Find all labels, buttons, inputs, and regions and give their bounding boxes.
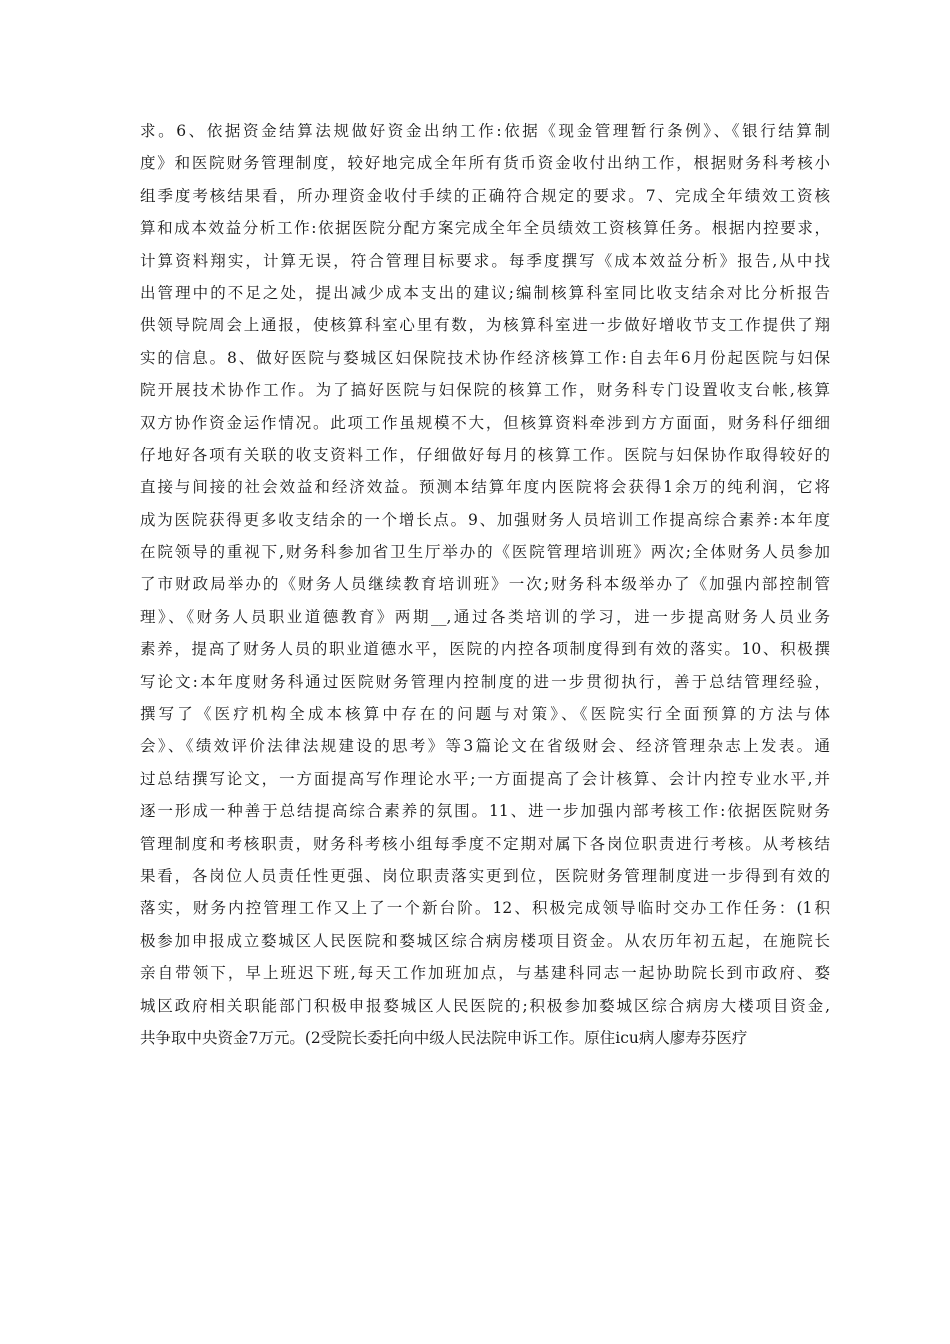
text-line: 计算资料翔实，计算无误，符合管理目标要求。每季度撰写《成本效益分析》报告,从中找	[140, 251, 830, 270]
text-line: 双方协作资金运作情况。此项工作虽规模不大，但核算资料牵涉到方方面面，财务科仔细细	[140, 413, 830, 432]
text-line: 过总结撰写论文，一方面提高写作理论水平;一方面提高了会计核算、会计内控专业水平,并	[140, 769, 830, 788]
document-body-text	[140, 115, 830, 1054]
text-line: 撰写了《医疗机构全成本核算中存在的问题与对策》、《医院实行全面预算的方法与体	[140, 705, 830, 724]
text-line: 供领导院周会上通报，使核算科室心里有数，为核算科室进一步做好增收节支工作提供了翔	[140, 316, 830, 335]
text-line: 共争取中央资金7万元。(2受院长委托向中级人民法院申诉工作。原住icu病人廖寿芬医疗	[140, 1028, 748, 1047]
text-line: 仔地好各项有关联的收支资料工作，仔细做好每月的核算工作。医院与妇保协作取得较好的	[140, 445, 830, 464]
text-line: 写论文:本年度财务科通过医院财务管理内控制度的进一步贯彻执行，善于总结管理经验，	[140, 672, 830, 691]
text-line: 逐一形成一种善于总结提高综合素养的氛围。11、进一步加强内部考核工作:依据医院财务	[140, 802, 830, 821]
text-line: 成为医院获得更多收支结余的一个增长点。9、加强财务人员培训工作提高综合素养:本年度	[140, 510, 830, 529]
text-line: 素养，提高了财务人员的职业道德水平，医院的内控各项制度得到有效的落实。10、积极撰	[140, 640, 830, 659]
text-line: 城区政府相关职能部门积极申报婺城区人民医院的;积极参加婺城区综合病房大楼项目资金,	[140, 996, 830, 1015]
text-line: 管理制度和考核职责，财务科考核小组每季度不定期对属下各岗位职责进行考核。从考核结	[140, 834, 830, 853]
text-line: 了市财政局举办的《财务人员继续教育培训班》一次;财务科本级举办了《加强内部控制管	[140, 575, 830, 594]
text-line: 直接与间接的社会效益和经济效益。预测本结算年度内医院将会获得1余万的纯利润，它将	[140, 478, 830, 497]
text-line: 理》、《财务人员职业道德教育》两期__,通过各类培训的学习，进一步提高财务人员业务	[140, 607, 830, 626]
text-line: 出管理中的不足之处，提出减少成本支出的建议;编制核算科室同比收支结余对比分析报告	[140, 283, 830, 302]
text-line: 求。6、依据资金结算法规做好资金出纳工作:依据《现金管理暂行条例》、《银行结算制	[140, 122, 830, 140]
text-line: 极参加申报成立婺城区人民医院和婺城区综合病房楼项目资金。从农历年初五起，在施院长	[140, 931, 830, 950]
text-line: 组季度考核结果看，所办理资金收付手续的正确符合规定的要求。7、完成全年绩效工资核	[140, 186, 830, 205]
text-line: 亲自带领下，早上班迟下班,每天工作加班加点，与基建科同志一起协助院长到市政府、婺	[140, 964, 830, 983]
text-line: 实的信息。8、做好医院与婺城区妇保院技术协作经济核算工作:自去年6月份起医院与妇保	[140, 348, 830, 367]
text-line: 在院领导的重视下,财务科参加省卫生厅举办的《医院管理培训班》两次;全体财务人员参加	[140, 543, 830, 562]
text-line: 院开展技术协作工作。为了搞好医院与妇保院的核算工作，财务科专门设置收支台帐,核算	[140, 381, 830, 400]
text-line: 会》、《绩效评价法律法规建设的思考》等3篇论文在省级财会、经济管理杂志上发表。通	[140, 737, 830, 756]
text-line: 落实，财务内控管理工作又上了一个新台阶。12、积极完成领导临时交办工作任务：(1积	[140, 899, 830, 918]
text-line: 度》和医院财务管理制度，较好地完成全年所有货币资金收付出纳工作，根据财务科考核小	[140, 154, 830, 173]
text-line: 算和成本效益分析工作:依据医院分配方案完成全年全员绩效工资核算任务。根据内控要求，	[140, 219, 830, 238]
text-line: 果看，各岗位人员责任性更强、岗位职责落实更到位，医院财务管理制度进一步得到有效的	[140, 866, 830, 885]
